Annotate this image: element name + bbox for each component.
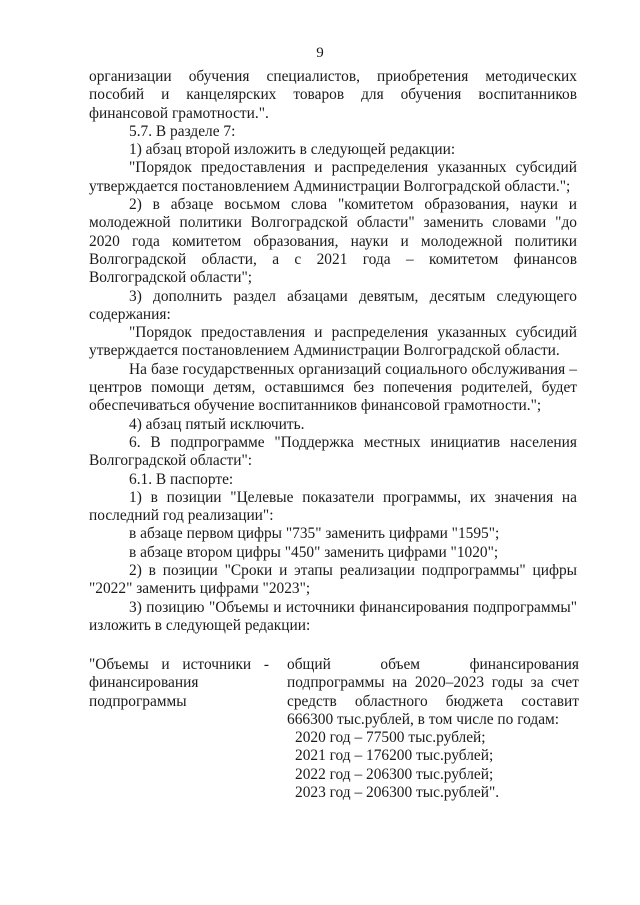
year-line: 2020 год – 77500 тыс.рублей; (295, 729, 486, 747)
paragraph: 4) абзац пятый исключить. (129, 415, 305, 433)
paragraph: 3) позицию "Объемы и источники финансирования подпрограммы" изложить в следующей редакции: (89, 598, 577, 634)
paragraph: 5.7. В разделе 7: (129, 122, 236, 140)
paragraph: 6. В подпрограмме "Поддержка местных инициатив населения Волгоградской области": (89, 433, 577, 470)
paragraph: 6.1. В паспорте: (129, 470, 234, 488)
paragraph: 1) в позиции "Целевые показатели программы, их значения на последний год реализации": (89, 488, 577, 525)
page-number: 9 (316, 45, 324, 61)
paragraph: 2) в абзаце восьмом слова "комитетом образования, науки и молодежной политики Волгоградской области" заменить словами "до 2020 года комитетом образования, науки и молодежной политики Волгоградской области, а с 2021 года – комитетом финансов Волгоградской области"; (89, 196, 577, 287)
paragraph: 2) в позиции "Сроки и этапы реализации подпрограммы" цифры "2022" заменить цифрами "2023"; (89, 562, 577, 598)
year-line: 2023 год – 206300 тыс.рублей". (295, 784, 500, 802)
table-value (287, 656, 579, 802)
document-body (89, 68, 577, 635)
table-label: "Объемы и источники - финансирования подпрограммы (89, 656, 269, 710)
paragraph: "Порядок предоставления и распределения указанных субсидий утверждается постановлением Администрации Волгоградской области."; (89, 159, 577, 195)
paragraph: 3) дополнить раздел абзацами девятым, десятым следующего содержания: (89, 287, 577, 323)
paragraph: "Порядок предоставления и распределения указанных субсидий утверждается постановлением Администрации Волгоградской области. (89, 324, 577, 360)
table-description: общий объем финансирования подпрограммы на 2020–2023 годы за счет средств областного бюджета составит 666300 тыс.рублей, в том числе по годам: (287, 656, 579, 728)
paragraph: На базе государственных организаций социального обслуживания – центров помощи детям, оставшимся без попечения родителей, будет обеспечиваться обучение воспитанников финансовой грамотности."; (89, 360, 577, 415)
paragraph: организации обучения специалистов, приобретения методических пособий и канцелярских товаров для обучения воспитанников финансовой грамотности.". (89, 68, 577, 122)
paragraph: в абзаце втором цифры "450" заменить цифрами "1020"; (129, 543, 499, 561)
year-line: 2021 год – 176200 тыс.рублей; (295, 747, 494, 765)
paragraph: в абзаце первом цифры "735" заменить цифрами "1595"; (129, 525, 500, 543)
paragraph: 1) абзац второй изложить в следующей редакции: (129, 141, 456, 159)
year-line: 2022 год – 206300 тыс.рублей; (295, 765, 494, 783)
